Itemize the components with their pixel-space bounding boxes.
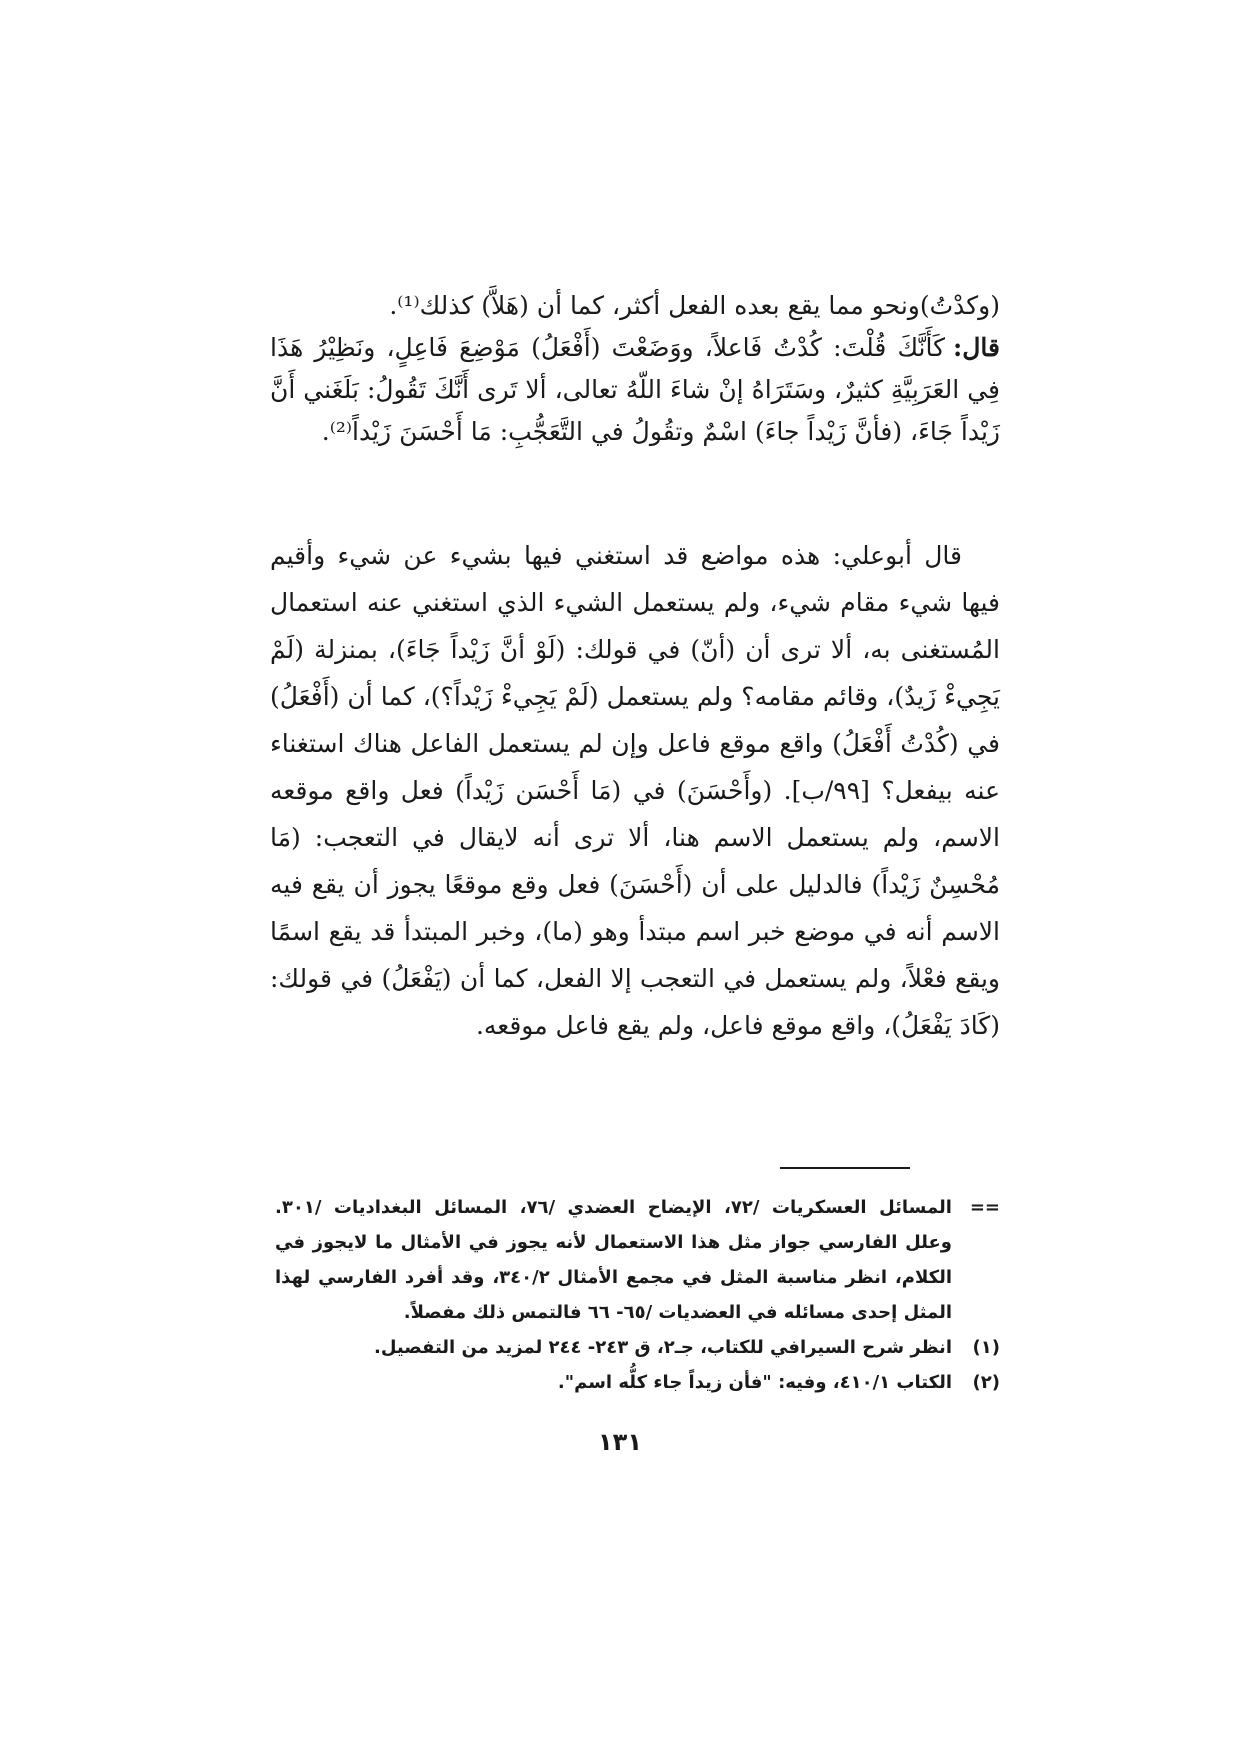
page-number: ١٣١ [598,1428,642,1456]
commentary-paragraph: قال أبوعلي: هذه مواضع قد استغني فيها بشيء عن شيء وأقيم فيها شيء مقام شيء، ولم يستعمل الشيء الذي استغني عنه استعمال المُستغنى به، ألا ترى أن (أنّ) في قولك: (لَوْ أنَّ زَيْداً جَاءَ)، بمنزلة (لَمْ يَجِيءْ زَيدٌ)، وقائم مقامه؟ ولم يستعمل (لَمْ يَجِيءْ زَيْداً؟)، كما أن (أَفْعَلُ) في (كُدْتُ أَفْعَلُ) واقع موقع فاعل وإن لم يستعمل الفاعل هناك استغناء عنه بيفعل؟ [٩٩/ب]. (وأَحْسَنَ) في (مَا أَحْسَن زَيْداً) فعل واقع موقعه الاسم، ولم يستعمل الاسم هنا، ألا ترى أنه لايقال في التعجب: (مَا مُحْسِنٌ زَيْداً) فالدليل على أن (أَحْسَنَ) فعل وقع موقعًا يجوز أن يقع فيه الاسم أنه في موضع خبر اسم مبتدأ وهو (ما)، وخبر المبتدأ قد يقع اسمًا ويقع فعْلاً، ولم يستعمل في التعجب إلا الفعل، كما أن (يَفْعَلُ) في قولك: (كَادَ يَفْعَلُ)، واقع موقع فاعل، ولم يقع فاعل موقعه. [270,541,1000,1040]
quote-paragraph [270,327,1000,453]
footnote-separator [780,1167,910,1169]
speaker-label: قال: [953,333,1000,362]
footnote-continued [275,1190,1000,1330]
footnote-text: المسائل العسكريات /٧٢، الإيضاح العضدي /٧٦، المسائل البغداديات /٣٠١. وعلل الفارسي جواز مثل هذا الاستعمال لأنه يجوز في الأمثال ما لايجوز في الكلام، انظر مناسبة المثل في مجمع الأمثال ٣٤٠/٢، وقد أفرد الفارسي لهذا المثل إحدى مسائله في العضديات /٦٥- ٦٦ فالتمس ذلك مفصلاً. [275,1197,953,1323]
footnote-2 [275,1365,1000,1400]
quote-text: كَأَنَّكَ قُلْتَ: كُدْتُ فَاعلاً، ووَضَعْتَ (أَفْعَلُ) مَوْضِعَ فَاعِلٍ، ونَظِيْرُ هَذَا فِي العَرَبِيَّةِ كثيرٌ، وسَتَرَاهُ إنْ شاءَ اللّهُ تعالى، ألا تَرى أَنَّكَ تَقُولُ: بَلَغَني أَنَّ زَيْداً جَاءَ، (فأنَّ زَيْداً جاءَ) اسْمٌ وتقُولُ في التَّعَجُّبِ: مَا أَحْسَنَ زَيْداً⁽²⁾. [270,333,1000,446]
footnote-text: الكتاب ٤١٠/١، وفيه: "فأن زيداً جاء كلُّه اسم". [557,1372,952,1393]
quote-continuation-line: (وكدْتُ)ونحو مما يقع بعده الفعل أكثر، كما أن (هَلاَّ) كذلك⁽¹⁾. [389,291,1000,320]
footnote-1 [275,1330,1000,1365]
footnote-mark: (١) [972,1337,1000,1358]
footnote-text: انظر شرح السيرافي للكتاب، جـ٢، ق ٢٤٣- ٢٤٤ لمزيد من التفصيل. [374,1337,952,1358]
quoted-passage [270,285,1000,453]
footnote-mark: (٢) [972,1372,1000,1393]
commentary-passage [270,532,1000,1049]
footnotes [275,1190,1000,1400]
footnote-mark: == [969,1197,1000,1218]
